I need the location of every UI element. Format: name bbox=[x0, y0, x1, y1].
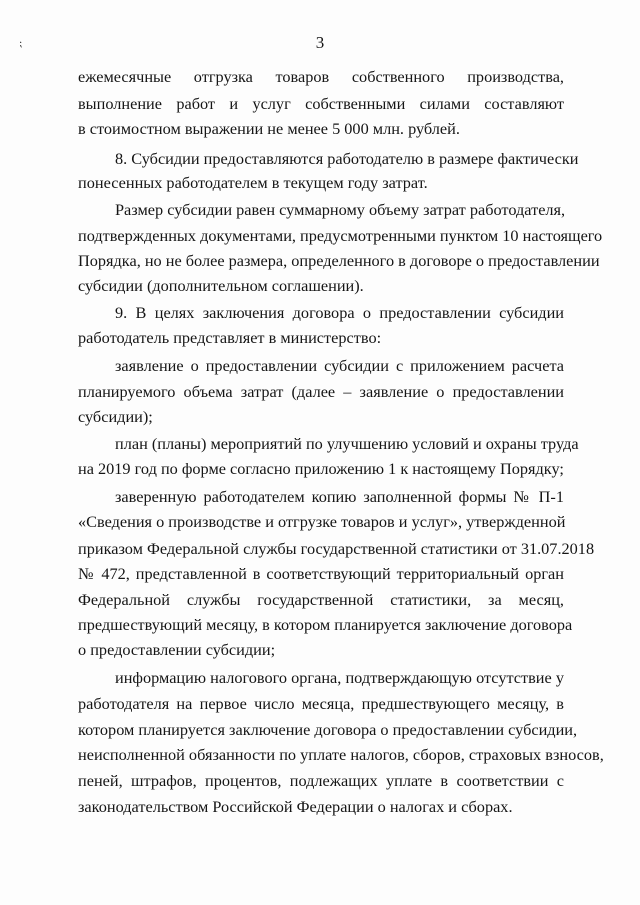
text-line: о предоставлении субсидии; bbox=[78, 640, 276, 659]
text-line: Размер субсидии равен суммарному объему затрат работодателя, bbox=[115, 200, 566, 219]
text-line: Федеральной службы государственной статистики, за месяц, bbox=[78, 590, 564, 609]
text-line: в стоимостном выражении не менее 5 000 млн. рублей. bbox=[78, 119, 460, 138]
text-line: неисполненной обязанности по уплате налогов, сборов, страховых взносов, bbox=[78, 745, 604, 764]
text-line: планируемого объема затрат (далее – заявление о предоставлении bbox=[78, 382, 564, 401]
text-line: законодательством Российской Федерации о налогах и сборах. bbox=[78, 797, 513, 816]
text-line: 9. В целях заключения договора о предоставлении субсидии bbox=[115, 303, 564, 322]
text-line: субсидии (дополнительном соглашении). bbox=[78, 276, 364, 295]
text-line: приказом Федеральной службы государственной статистики от 31.07.2018 bbox=[78, 539, 595, 558]
text-line: на 2019 год по форме согласно приложению 1 к настоящему Порядку; bbox=[78, 459, 564, 478]
text-line: заверенную работодателем копию заполненной формы № П-1 bbox=[115, 487, 564, 506]
text-line: информацию налогового органа, подтверждающую отсутствие у bbox=[115, 668, 564, 687]
text-line: № 472, представленной в соответствующий территориальный орган bbox=[78, 564, 564, 583]
text-line: котором планируется заключение договора о предоставлении субсидии, bbox=[78, 720, 578, 739]
text-line: ежемесячные отгрузка товаров собственного производства, bbox=[78, 67, 564, 86]
text-line: заявление о предоставлении субсидии с приложением расчета bbox=[115, 356, 564, 375]
text-line: пеней, штрафов, процентов, подлежащих уплате в соответствии с bbox=[78, 771, 564, 790]
text-line: субсидии); bbox=[78, 407, 153, 426]
text-line: план (планы) мероприятий по улучшению условий и охраны труда bbox=[115, 434, 579, 453]
text-line: 8. Субсидии предоставляются работодателю в размере фактически bbox=[115, 149, 579, 168]
text-line: предшествующий месяцу, в котором планируется заключение договора bbox=[78, 615, 573, 634]
page-number: 3 bbox=[315, 33, 325, 52]
text-line: работодатель представляет в министерство: bbox=[78, 328, 382, 347]
text-line: подтвержденных документами, предусмотренными пунктом 10 настоящего bbox=[78, 226, 603, 245]
text-line: Порядка, но не более размера, определенного в договоре о предоставлении bbox=[78, 251, 600, 270]
text-line: работодателя на первое число месяца, предшествующего месяцу, в bbox=[78, 694, 564, 713]
text-line: выполнение работ и услуг собственными силами составляют bbox=[78, 94, 564, 113]
margin-mark: ⁏ bbox=[19, 38, 23, 49]
text-line: понесенных работодателем в текущем году затрат. bbox=[78, 173, 428, 192]
text-line: «Сведения о производстве и отгрузке товаров и услуг», утвержденной bbox=[78, 512, 566, 531]
